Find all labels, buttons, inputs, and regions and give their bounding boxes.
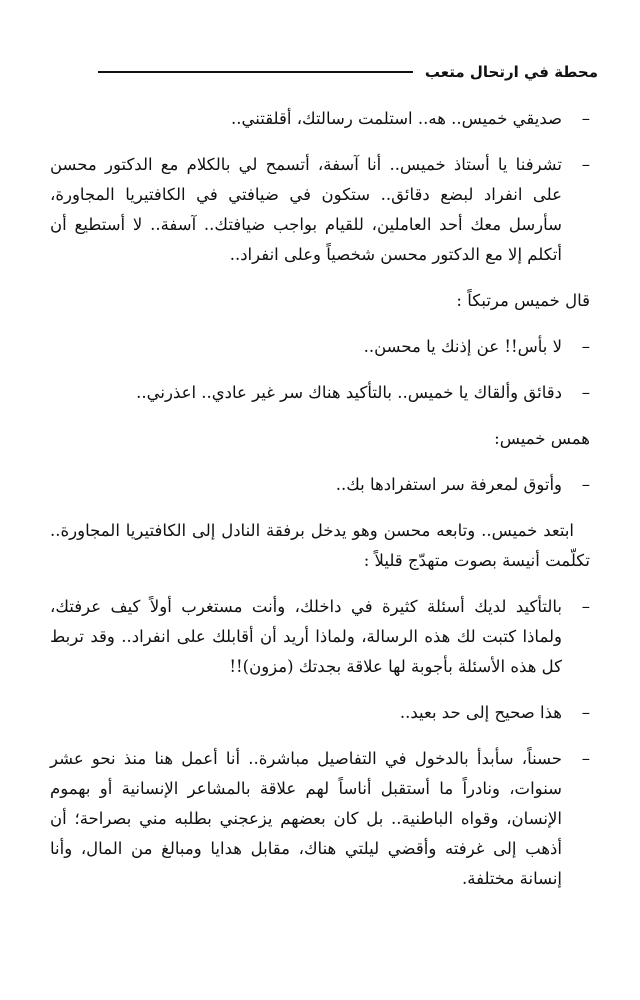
narrative-paragraph bbox=[50, 516, 590, 576]
dialogue-dash: – bbox=[581, 475, 590, 494]
paragraph-text: صديقي خميس.. هه.. استلمت رسالتك، أقلقتني.. bbox=[231, 109, 562, 128]
dialogue-dash: – bbox=[581, 337, 590, 356]
running-header bbox=[98, 60, 598, 84]
dialogue-paragraph bbox=[50, 592, 590, 682]
paragraph-text: وأتوق لمعرفة سر استفرادها بك.. bbox=[335, 475, 562, 494]
dialogue-dash: – bbox=[581, 155, 590, 174]
paragraph-text: قال خميس مرتبكاً : bbox=[456, 291, 590, 310]
dialogue-paragraph bbox=[50, 332, 590, 362]
paragraph-text: هذا صحيح إلى حد بعيد.. bbox=[399, 703, 562, 722]
dialogue-paragraph bbox=[50, 470, 590, 500]
dialogue-dash: – bbox=[581, 703, 590, 722]
paragraph-text: حسناً، سأبدأ بالدخول في التفاصيل مباشرة.. أنا أعمل هنا منذ نحو عشر سنوات، ونادراً ما أستقبل أناساً لهم علاقة بالمشاعر الإنسانية أو بهموم الإنسان، وقواه الباطنية.. بل كان بعضهم يزعجني بطلبه مني بصراحة؛ أن أذهب إلى غرفته وأقضي ليلتي هناك، مقابل هدايا ومبالغ من المال، وأنا إنسانة مختلفة. bbox=[50, 749, 562, 888]
dialogue-paragraph bbox=[50, 378, 590, 408]
narrative-line bbox=[50, 424, 590, 454]
dialogue-dash: – bbox=[581, 109, 590, 128]
dialogue-paragraph bbox=[50, 150, 590, 270]
dialogue-dash: – bbox=[581, 597, 590, 616]
paragraph-text: بالتأكيد لديك أسئلة كثيرة في داخلك، وأنت مستغرب أولاً كيف عرفتك، ولماذا كتبت لك هذه الرسالة، ولماذا أريد أن أقابلك على انفراد.. وقد تربط كل هذه الأسئلة بأجوبة لها علاقة بجدتك (مزون)!! bbox=[50, 597, 562, 676]
paragraph-text: دقائق وألقاك يا خميس.. بالتأكيد هناك سر غير عادي.. اعذرني.. bbox=[136, 383, 562, 402]
paragraph-text: همس خميس: bbox=[494, 429, 590, 448]
narrative-line bbox=[50, 286, 590, 316]
paragraph-text: تشرفنا يا أستاذ خميس.. أنا آسفة، أتسمح لي بالكلام مع الدكتور محسن على انفراد لبضع دقائق.. ستكون في ضيافتي في الكافتيريا المجاورة، سأرسل معك أحد العاملين، للقيام بواجب ضيافتك.. آسفة.. لا أستطيع أن أتكلم إلا مع الدكتور محسن شخصياً وعلى انفراد.. bbox=[50, 155, 562, 264]
dialogue-paragraph bbox=[50, 744, 590, 894]
dialogue-paragraph bbox=[50, 698, 590, 728]
body-text bbox=[50, 104, 590, 910]
paragraph-text: ابتعد خميس.. وتابعه محسن وهو يدخل برفقة النادل إلى الكافتيريا المجاورة.. تكلّمت أنيسة بصوت متهدّج قليلاً : bbox=[50, 521, 590, 570]
dialogue-dash: – bbox=[581, 749, 590, 768]
paragraph-text: لا بأس!! عن إذنك يا محسن.. bbox=[363, 337, 562, 356]
header-title: محطة في ارتحال متعب bbox=[424, 63, 598, 81]
dialogue-dash: – bbox=[581, 383, 590, 402]
dialogue-paragraph bbox=[50, 104, 590, 134]
header-rule bbox=[98, 71, 413, 73]
